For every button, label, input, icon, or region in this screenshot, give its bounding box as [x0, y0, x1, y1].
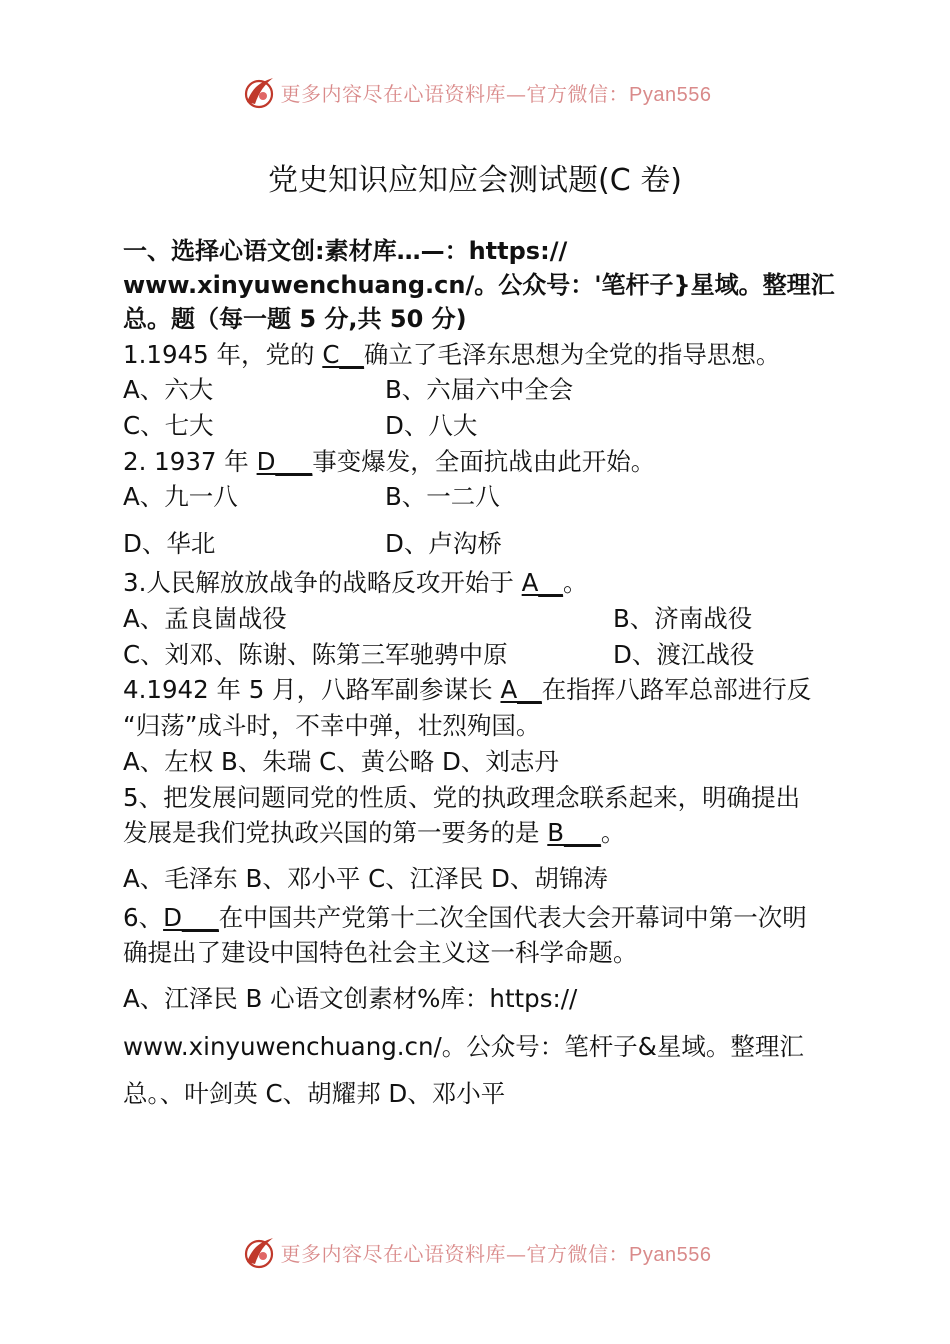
question-4: 4.1942 年 5 月，八路军副参谋长 A__在指挥八路军总部进行反 [123, 675, 812, 704]
q2-option-b: B、一二八 [385, 482, 500, 511]
section-heading-line-3: 总。题（每一题 5 分,共 50 分) [123, 305, 467, 333]
header-watermark [0, 72, 950, 112]
question-2: 2. 1937 年 D___事变爆发，全面抗战由此开始。 [123, 447, 656, 476]
q1-option-d: D、八大 [385, 411, 478, 440]
q5-options: A、毛泽东 B、邓小平 C、江泽民 D、胡锦涛 [123, 864, 608, 893]
q1-option-a: A、六大 [123, 375, 214, 404]
q6-options-line-3: 总。、叶剑英 C、胡耀邦 D、邓小平 [123, 1079, 506, 1108]
q6-options-line-2: www.xinyuwenchuang.cn/。公众号：笔杆子&星域。整理汇 [123, 1032, 804, 1061]
question-6: 6、D___在中国共产党第十二次全国代表大会开幕词中第一次明 [123, 903, 807, 932]
question-4-line-2: “归荡”成斗时，不幸中弹，壮烈殉国。 [123, 711, 541, 740]
q6-options-line-1: A、江泽民 B 心语文创素材%库：https:// [123, 984, 578, 1013]
q3-option-b: B、济南战役 [613, 604, 753, 633]
section-heading-line-2: www.xinyuwenchuang.cn/。公众号：'笔杆子}星域。整理汇 [123, 271, 835, 299]
answer-blank: C__ [322, 340, 364, 369]
answer-blank: B___ [547, 818, 601, 847]
q2-option-d: D、卢沟桥 [385, 529, 502, 558]
footer-watermark [0, 1232, 950, 1272]
q1-option-c: C、七大 [123, 411, 214, 440]
q4-options: A、左权 B、朱瑞 C、黄公略 D、刘志丹 [123, 747, 559, 776]
q2-option-c: D、华北 [123, 529, 216, 558]
q2-option-a: A、九一八 [123, 482, 238, 511]
answer-blank: A__ [521, 568, 563, 597]
brand-logo-icon [239, 1232, 279, 1272]
q1-option-b: B、六届六中全会 [385, 375, 574, 404]
question-1: 1.1945 年，党的 C__确立了毛泽东思想为全党的指导思想。 [123, 340, 781, 369]
question-6-line-2: 确提出了建设中国特色社会主义这一科学命题。 [123, 938, 638, 967]
q3-option-a: A、孟良崮战役 [123, 604, 287, 633]
section-heading-line-1: 一、选择心语文创:素材库…—：https:// [123, 237, 568, 265]
answer-blank: D___ [256, 447, 313, 476]
question-5: 5、把发展问题同党的性质、党的执政理念联系起来，明确提出 [123, 783, 801, 812]
q3-option-d: D、渡江战役 [613, 640, 755, 669]
document-title: 党史知识应知应会测试题(C 卷) [268, 163, 682, 198]
brand-logo-icon [239, 72, 279, 112]
answer-blank: D___ [163, 903, 219, 932]
question-5-line-2: 发展是我们党执政兴国的第一要务的是 B___。 [123, 818, 626, 847]
question-3: 3.人民解放放战争的战略反攻开始于 A__。 [123, 568, 588, 597]
q3-option-c: C、刘邓、陈谢、陈第三军驰骋中原 [123, 640, 508, 669]
watermark-text: 更多内容尽在心语资料库—官方微信：Pyan556 [280, 1241, 712, 1266]
answer-blank: A__ [500, 675, 542, 704]
watermark-text: 更多内容尽在心语资料库—官方微信：Pyan556 [280, 81, 712, 106]
